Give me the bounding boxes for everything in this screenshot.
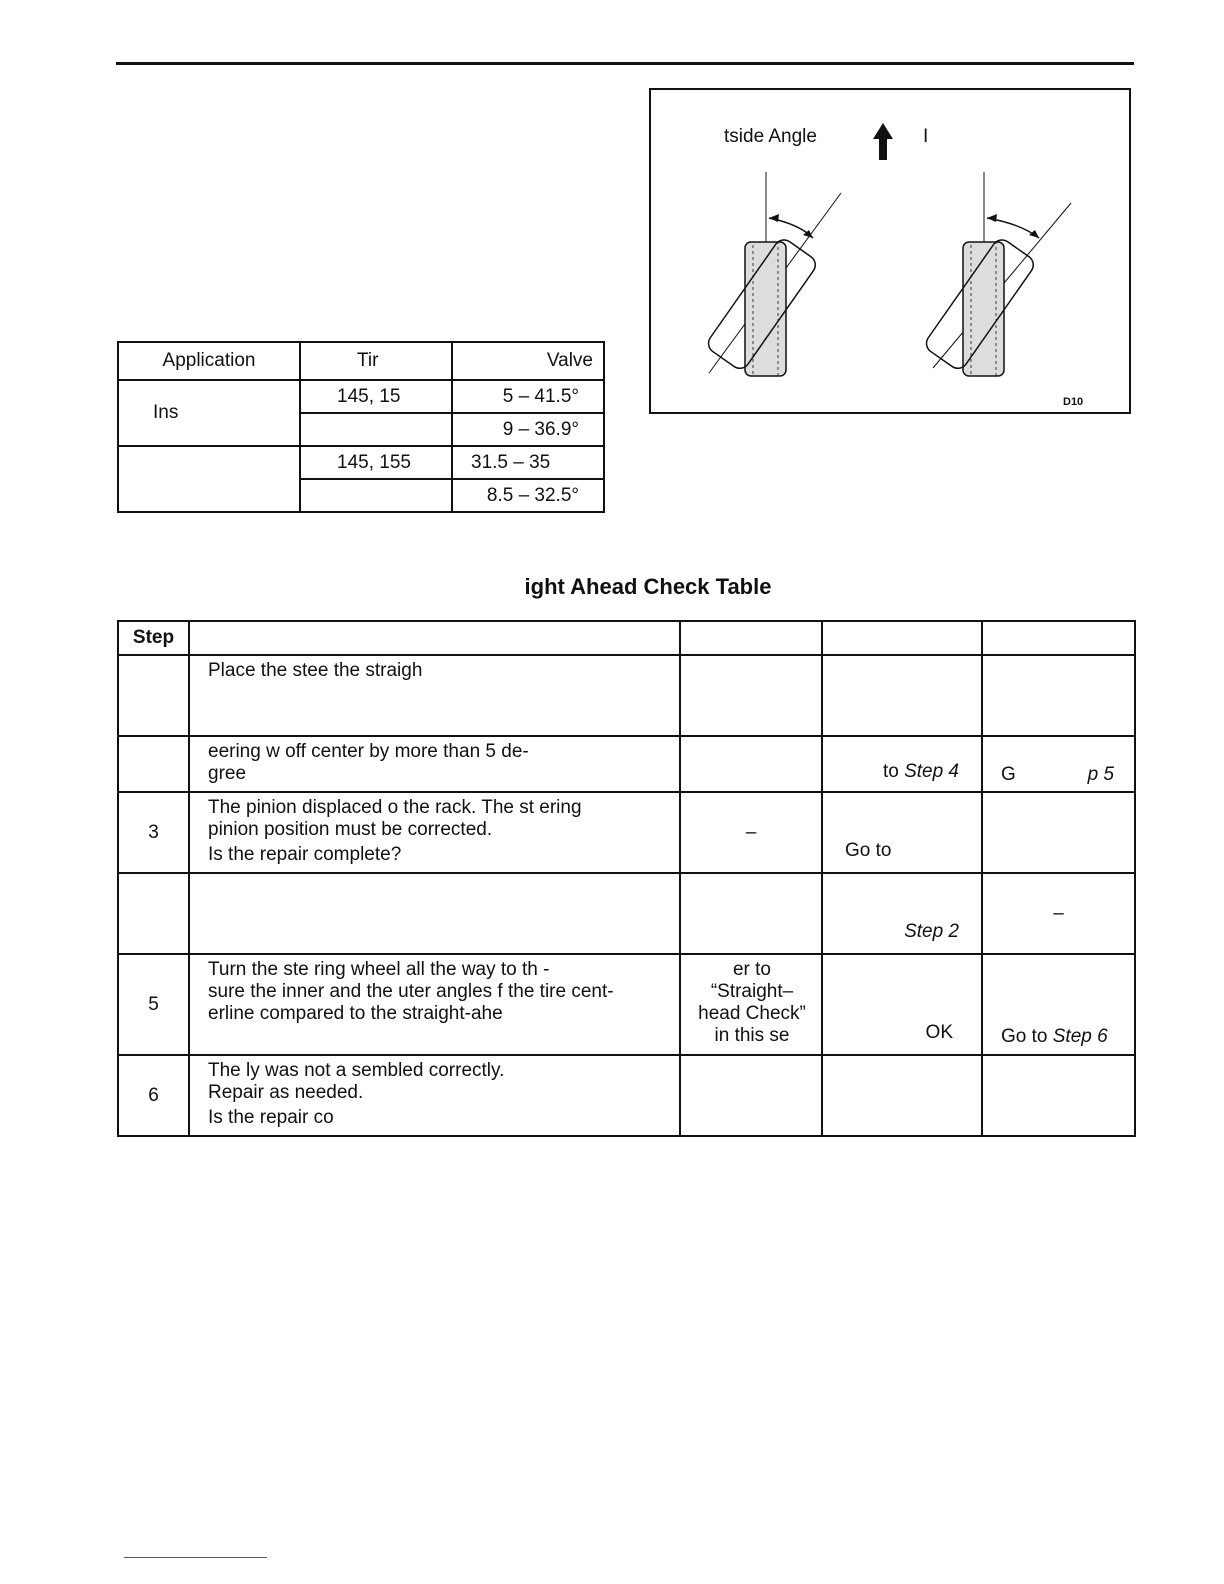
left-tire-drawing <box>705 172 841 376</box>
angle-spec-table <box>117 341 605 513</box>
value-cell <box>680 873 822 954</box>
table-row <box>118 446 604 479</box>
value-cell <box>680 1055 822 1136</box>
tire-angle-diagram <box>651 90 1129 412</box>
header-application: Application <box>118 342 300 380</box>
value-cell <box>680 736 822 792</box>
no-cell <box>982 792 1135 873</box>
table-row <box>118 380 604 413</box>
right-tire-drawing <box>923 172 1071 376</box>
value-cell: er to “Straight– head Check” in this se <box>680 954 822 1055</box>
header-no <box>982 621 1135 655</box>
tire-cell <box>300 479 452 512</box>
straight-ahead-check-table <box>117 620 1136 1137</box>
step-number: 3 <box>118 792 189 873</box>
value-cell: 5 – 41.5° <box>452 380 604 413</box>
table-row <box>118 1055 1135 1136</box>
value-cell: – <box>680 792 822 873</box>
yes-cell: OK <box>822 954 982 1055</box>
forward-arrow-icon <box>873 123 893 160</box>
step-number <box>118 873 189 954</box>
tire-cell: 145, 15 <box>300 380 452 413</box>
action-cell: The pinion displaced o the rack. The st ering pinion position must be corrected. Is the repair complete? <box>189 792 680 873</box>
table-row <box>118 655 1135 736</box>
top-rule <box>116 62 1134 65</box>
check-table-header <box>118 621 1135 655</box>
action-cell: Place the stee the straigh <box>189 655 680 736</box>
header-value: Valve <box>452 342 604 380</box>
header-step: Step <box>118 621 189 655</box>
value-cell: 9 – 36.9° <box>452 413 604 446</box>
no-cell <box>982 655 1135 736</box>
step-number <box>118 736 189 792</box>
table-row <box>118 792 1135 873</box>
yes-cell <box>822 1055 982 1136</box>
table-row <box>118 873 1135 954</box>
value-cell <box>680 655 822 736</box>
action-cell: Turn the ste ring wheel all the way to th - sure the inner and the uter angles f the tire cent- erline compared to the straight-ahe <box>189 954 680 1055</box>
no-cell <box>982 1055 1135 1136</box>
yes-cell: Go to <box>822 792 982 873</box>
yes-cell: Step 2 <box>822 873 982 954</box>
inside-angle-label: I <box>923 126 929 147</box>
tire-cell: 145, 155 <box>300 446 452 479</box>
figure-code: D10 <box>1063 396 1084 408</box>
value-cell: 31.5 – 35 <box>452 446 604 479</box>
tire-cell <box>300 413 452 446</box>
no-cell: – <box>982 873 1135 954</box>
action-cell <box>189 873 680 954</box>
value-cell: 8.5 – 32.5° <box>452 479 604 512</box>
header-yes <box>822 621 982 655</box>
bottom-link-underline <box>124 1557 267 1558</box>
application-cell <box>118 446 300 512</box>
header-value <box>680 621 822 655</box>
action-cell: eering w off center by more than 5 de- gree <box>189 736 680 792</box>
outside-angle-label: tside Angle <box>724 126 817 147</box>
step-number: 5 <box>118 954 189 1055</box>
tire-angle-figure <box>649 88 1131 414</box>
table-row <box>118 954 1135 1055</box>
header-action <box>189 621 680 655</box>
yes-cell: to Step 4 <box>822 736 982 792</box>
no-cell: Go to Step 6 <box>982 954 1135 1055</box>
header-tire: Tir <box>300 342 452 380</box>
yes-cell <box>822 655 982 736</box>
no-cell: G p 5 <box>982 736 1135 792</box>
step-number <box>118 655 189 736</box>
application-cell: Ins <box>118 380 300 446</box>
check-table-title: ight Ahead Check Table <box>524 574 772 599</box>
action-cell: The ly was not a sembled correctly. Repair as needed. Is the repair co <box>189 1055 680 1136</box>
step-number: 6 <box>118 1055 189 1136</box>
table-row <box>118 736 1135 792</box>
angle-table-header <box>118 342 604 380</box>
